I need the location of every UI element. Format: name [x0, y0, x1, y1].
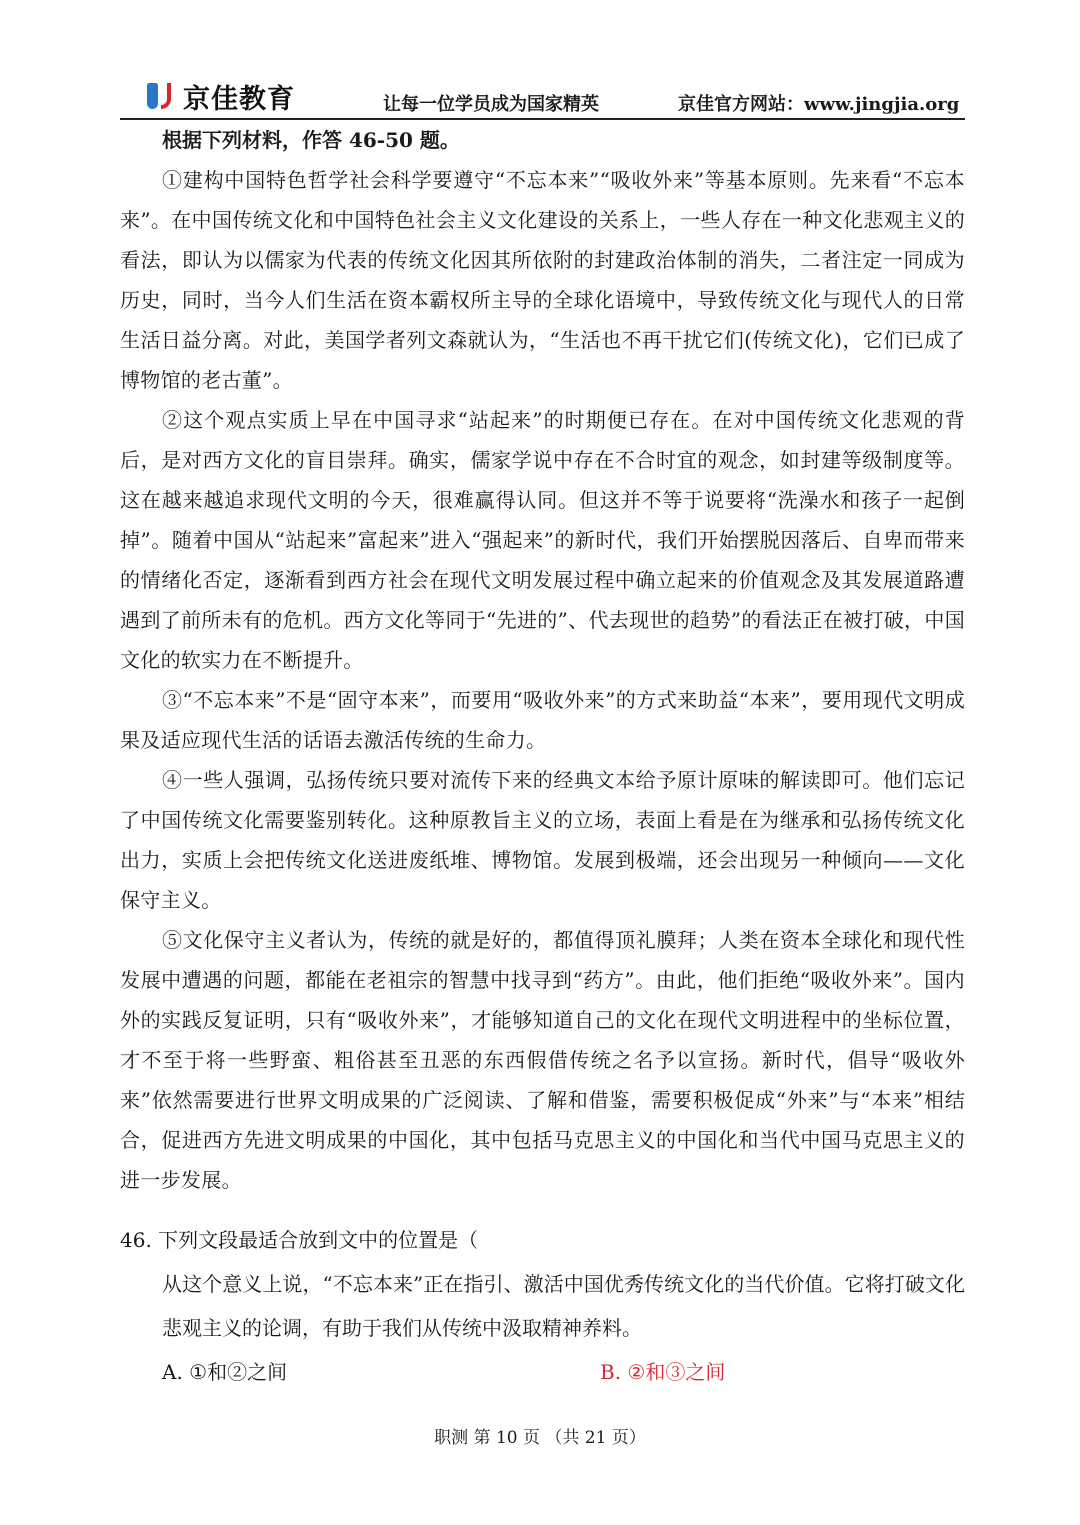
paragraph-5: ⑤文化保守主义者认为，传统的就是好的，都值得顶礼膜拜；人类在资本全球化和现代性发展中遭遇的问题，都能在老祖宗的智慧中找寻到“药方”。由此，他们拒绝“吸收外来”。国内外的实践反复证明，只有“吸收外来”，才能够知道自己的文化在现代文明进程中的坐标位置，才不至于将一些野蛮、粗俗甚至丑恶的东西假借传统之名予以宣扬。新时代，倡导“吸收外来”依然需要进行世界文明成果的广泛阅读、了解和借鉴，需要积极促成“外来”与“本来”相结合，促进西方先进文明成果的中国化，其中包括马克思主义的中国化和当代中国马克思主义的进一步发展。 [120, 928, 965, 1192]
paragraph-2: ②这个观点实质上早在中国寻求“站起来”的时期便已存在。在对中国传统文化悲观的背后，是对西方文化的盲目崇拜。确实，儒家学说中存在不合时宜的观念，如封建等级制度等。这在越来越追求现代文明的今天，很难赢得认同。但这并不等于说要将“洗澡水和孩子一起倒掉”。随着中国从“站起来”富起来”进入“强起来”的新时代，我们开始摆脱因落后、自卑而带来的情绪化否定，逐渐看到西方社会在现代文明发展过程中确立起来的价值观念及其发展道路遭遇到了前所未有的危机。西方文化等同于“先进的”、代去现世的趋势”的看法正在被打破，中国文化的软实力在不断提升。 [120, 408, 965, 672]
logo-text: 京佳教育 [183, 83, 295, 115]
paragraph-1: ①建构中国特色哲学社会科学要遵守“不忘本来”“吸收外来”等基本原则。先来看“不忘本来”。在中国传统文化和中国特色社会主义文化建设的关系上，一些人存在一种文化悲观主义的看法，即认为以儒家为代表的传统文化因其所依附的封建政治体制的消失，二者注定一同成为历史，同时，当今人们生活在资本霸权所主导的全球化语境中，导致传统文化与现代人的日常生活日益分离。对此，美国学者列文森就认为，“生活也不再干扰它们(传统文化)，它们已成了博物馆的老古董”。 [120, 168, 965, 392]
jingjia-logo-icon [145, 81, 179, 111]
option-b-answer: B. ②和③之间 [600, 1360, 726, 1384]
question-quote: 从这个意义上说，“不忘本来”正在指引、激活中国优秀传统文化的当代价值。它将打破文化悲观主义的论调，有助于我们从传统中汲取精神养料。 [162, 1272, 965, 1340]
paragraph-4: ④一些人强调，弘扬传统只要对流传下来的经典文本给予原计原味的解读即可。他们忘记了中国传统文化需要鉴别转化。这种原教旨主义的立场，表面上看是在为继承和弘扬传统文化出力，实质上会把传统文化送进废纸堆、博物馆。发展到极端，还会出现另一种倾向——文化保守主义。 [120, 768, 965, 912]
option-a: A. ①和②之间 [162, 1360, 288, 1384]
page-footer: 职测 第 10 页 （共 21 页） [434, 1428, 646, 1448]
question-stem: 46. 下列文段最适合放到文中的位置是（ [120, 1228, 479, 1252]
answer-options [120, 1350, 965, 1394]
header-website: 京佳官方网站：www.jingjia.org [678, 94, 960, 115]
passage [120, 120, 965, 1200]
jingjia-logo [145, 78, 295, 114]
section-intro: 根据下列材料，作答 46-50 题。 [162, 128, 460, 152]
header-slogan: 让每一位学员成为国家精英 [383, 94, 599, 115]
page-header [120, 78, 965, 120]
question-46 [120, 1218, 965, 1394]
paragraph-3: ③“不忘本来”不是“固守本来”，而要用“吸收外来”的方式来助益“本来”，要用现代文明成果及适应现代生活的话语去激活传统的生命力。 [120, 688, 965, 752]
